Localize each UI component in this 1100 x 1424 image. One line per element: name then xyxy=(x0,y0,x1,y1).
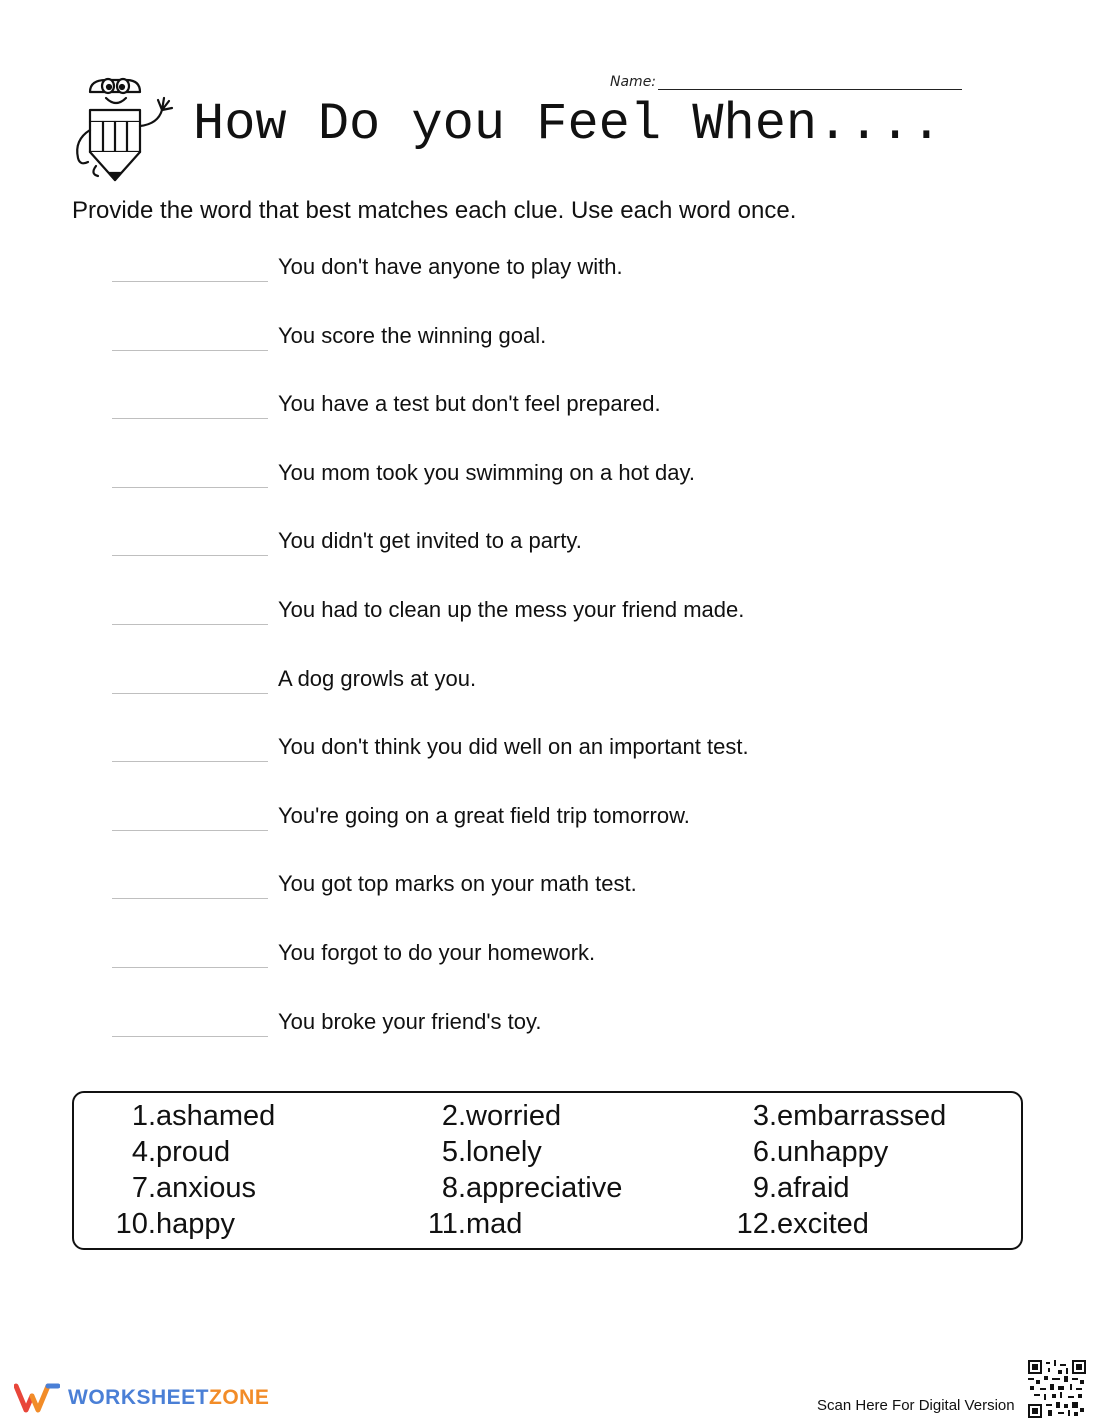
word-bank xyxy=(72,1091,1023,1250)
brand-name xyxy=(68,1386,269,1410)
answer-blank[interactable] xyxy=(112,281,268,282)
clue-item xyxy=(112,593,912,662)
clue-item xyxy=(112,456,912,525)
clue-item xyxy=(112,524,912,593)
brand-part-2: ZONE xyxy=(209,1386,270,1409)
word-bank-item xyxy=(707,1100,946,1133)
clue-item xyxy=(112,799,912,868)
clue-item xyxy=(112,250,912,319)
qr-code-icon[interactable] xyxy=(1028,1360,1086,1418)
clue-text: You score the winning goal. xyxy=(278,322,547,348)
answer-blank[interactable] xyxy=(112,624,268,625)
clue-text: You didn't get invited to a party. xyxy=(278,528,582,554)
word-bank-item xyxy=(396,1208,522,1241)
answer-blank[interactable] xyxy=(112,487,268,488)
word-bank-item xyxy=(396,1100,561,1133)
answer-blank[interactable] xyxy=(112,898,268,899)
word-bank-item xyxy=(707,1136,888,1169)
word-text: worried xyxy=(466,1100,562,1132)
page-title: How Do you Feel When.... xyxy=(193,95,942,154)
answer-blank[interactable] xyxy=(112,1036,268,1037)
name-field[interactable] xyxy=(610,74,962,90)
clue-text: You don't think you did well on an important test. xyxy=(278,734,749,760)
word-bank-item xyxy=(707,1172,850,1205)
clue-item xyxy=(112,662,912,731)
word-text: anxious xyxy=(156,1172,256,1204)
word-bank-item xyxy=(86,1100,275,1133)
clue-text: You broke your friend's toy. xyxy=(278,1008,542,1034)
word-number: 5. xyxy=(441,1136,466,1168)
clue-item xyxy=(112,730,912,799)
word-bank-item xyxy=(86,1172,256,1205)
clue-item xyxy=(112,387,912,456)
pencil-mascot-icon xyxy=(66,70,186,186)
word-number: 3. xyxy=(752,1100,777,1132)
clue-text: You forgot to do your homework. xyxy=(278,939,596,965)
clue-item xyxy=(112,1005,912,1074)
clue-item xyxy=(112,319,912,388)
worksheetzone-logo-icon xyxy=(14,1382,60,1414)
word-bank-item xyxy=(86,1136,230,1169)
word-number: 6. xyxy=(752,1136,777,1168)
word-text: mad xyxy=(466,1208,523,1240)
instructions: Provide the word that best matches each clue. Use each word once. xyxy=(72,197,797,224)
word-number: 9. xyxy=(752,1172,777,1204)
scan-text: Scan Here For Digital Version xyxy=(817,1397,1015,1414)
clue-text: You're going on a great field trip tomorrow. xyxy=(278,802,690,828)
answer-blank[interactable] xyxy=(112,830,268,831)
clue-text: A dog growls at you. xyxy=(278,665,477,691)
word-text: ashamed xyxy=(156,1100,276,1132)
clue-list xyxy=(112,250,912,1073)
word-number: 11. xyxy=(427,1208,466,1240)
word-number: 4. xyxy=(131,1136,156,1168)
brand-part-1: WORKSHEET xyxy=(68,1386,209,1409)
word-bank-item xyxy=(396,1136,542,1169)
word-text: proud xyxy=(156,1136,231,1168)
clue-text: You mom took you swimming on a hot day. xyxy=(278,459,695,485)
word-number: 10. xyxy=(115,1208,156,1240)
clue-text: You had to clean up the mess your friend made. xyxy=(278,596,745,622)
answer-blank[interactable] xyxy=(112,555,268,556)
clue-item xyxy=(112,867,912,936)
answer-blank[interactable] xyxy=(112,350,268,351)
clue-text: You don't have anyone to play with. xyxy=(278,254,623,279)
name-label: Name: xyxy=(610,74,657,90)
word-bank-item xyxy=(86,1208,235,1241)
clue-item xyxy=(112,936,912,1005)
word-number: 8. xyxy=(441,1172,466,1204)
clue-text: You have a test but don't feel prepared. xyxy=(278,391,661,417)
answer-blank[interactable] xyxy=(112,418,268,419)
answer-blank[interactable] xyxy=(112,693,268,694)
word-bank-item xyxy=(396,1172,622,1205)
answer-blank[interactable] xyxy=(112,967,268,968)
word-number: 1. xyxy=(131,1100,156,1132)
answer-blank[interactable] xyxy=(112,761,268,762)
word-text: unhappy xyxy=(777,1136,889,1168)
word-number: 7. xyxy=(131,1172,156,1204)
word-number: 2. xyxy=(441,1100,466,1132)
name-underline[interactable] xyxy=(658,74,962,90)
word-text: excited xyxy=(777,1208,869,1240)
clue-text: You got top marks on your math test. xyxy=(278,871,637,897)
word-text: happy xyxy=(156,1208,236,1240)
word-text: afraid xyxy=(777,1172,850,1204)
word-text: embarrassed xyxy=(777,1100,947,1132)
word-bank-item xyxy=(707,1208,869,1241)
word-text: appreciative xyxy=(466,1172,623,1204)
word-number: 12. xyxy=(736,1208,777,1240)
footer-logo[interactable] xyxy=(14,1382,269,1414)
word-text: lonely xyxy=(466,1136,542,1168)
